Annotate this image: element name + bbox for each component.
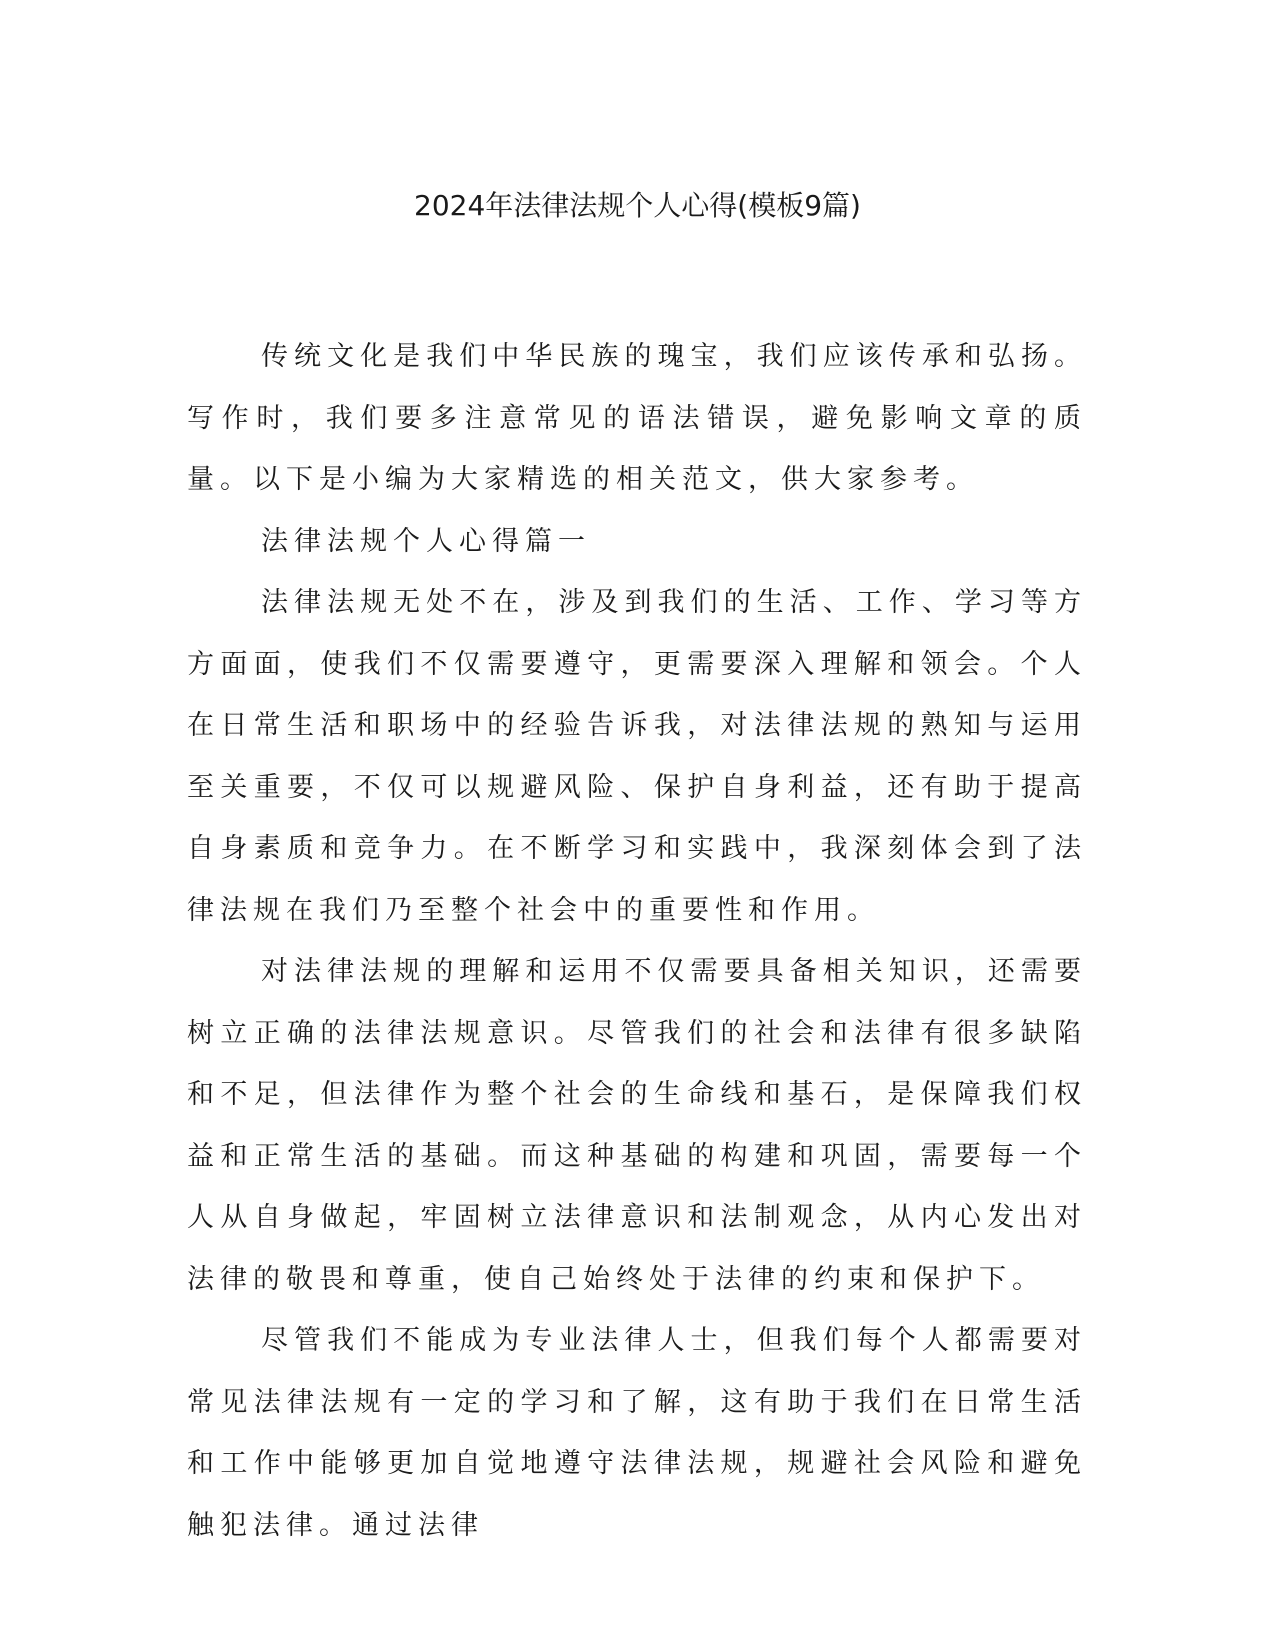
body-paragraph-1: 法律法规无处不在，涉及到我们的生活、工作、学习等方方面面，使我们不仅需要遵守，更需要深入理解和领会。个人在日常生活和职场中的经验告诉我，对法律法规的熟知与运用至关重要，不仅可以规避风险、保护自身利益，还有助于提高自身素质和竞争力。在不断学习和实践中，我深刻体会到了法律法规在我们乃至整个社会中的重要性和作用。	[187, 587, 1087, 926]
intro-paragraph: 传统文化是我们中华民族的瑰宝，我们应该传承和弘扬。写作时，我们要多注意常见的语法错误，避免影响文章的质量。以下是小编为大家精选的相关范文，供大家参考。	[187, 341, 1087, 495]
section-heading: 法律法规个人心得篇一	[261, 525, 591, 557]
body-paragraph-2: 对法律法规的理解和运用不仅需要具备相关知识，还需要树立正确的法律法规意识。尽管我们的社会和法律有很多缺陷和不足，但法律作为整个社会的生命线和基石，是保障我们权益和正常生活的基础。而这种基础的构建和巩固，需要每一个人从自身做起，牢固树立法律意识和法制观念，从内心发出对法律的敬畏和尊重，使自己始终处于法律的约束和保护下。	[187, 956, 1087, 1295]
body-paragraph-3: 尽管我们不能成为专业法律人士，但我们每个人都需要对常见法律法规有一定的学习和了解，这有助于我们在日常生活和工作中能够更加自觉地遵守法律法规，规避社会风险和避免触犯法律。通过法律	[187, 1325, 1087, 1541]
document-body	[187, 326, 1087, 1556]
document-title: 2024年法律法规个人心得(模板9篇)	[414, 189, 861, 222]
